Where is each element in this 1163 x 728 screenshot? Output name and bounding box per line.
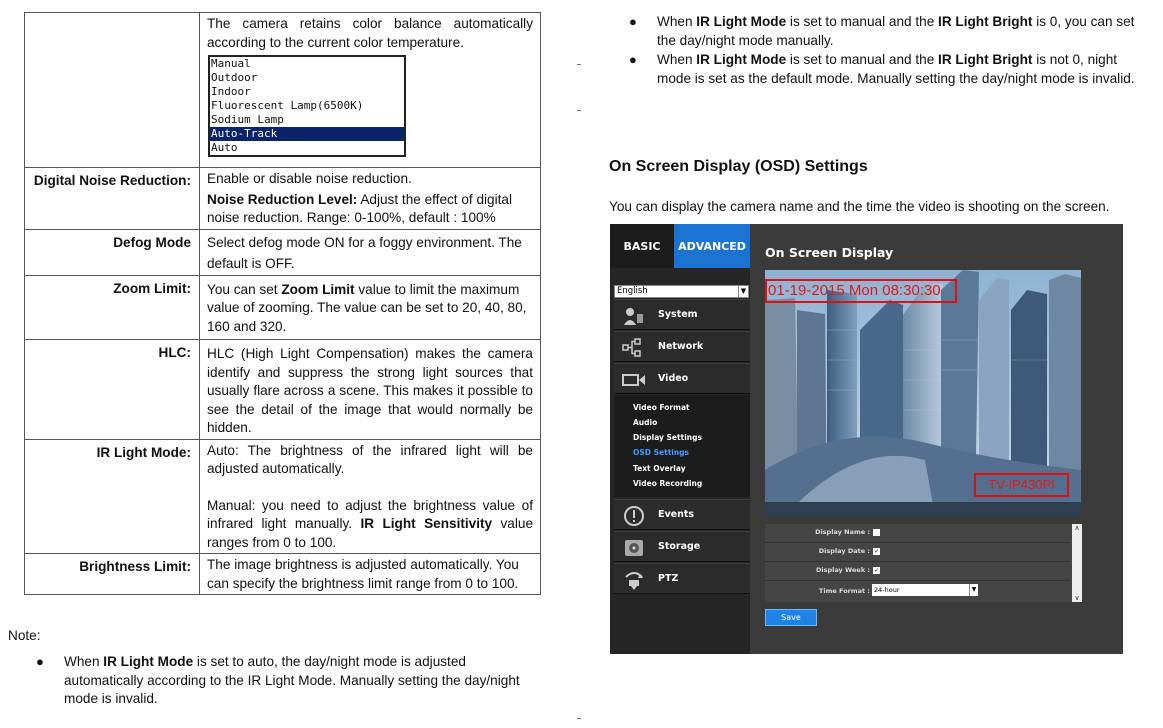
note-title: Note: (8, 628, 41, 643)
submenu-video-format[interactable]: Video Format (633, 403, 690, 412)
bullet-manual-nonzero: ● When IR Light Mode is set to manual and the IR Light Bright is not 0, night mode is set as the default mode. Manually setting the day/night mode is invalid. (629, 52, 1135, 86)
section-intro: You can display the camera name and the time the video is shooting on the screen. (609, 199, 1110, 214)
bullet-icon: ● (36, 654, 44, 669)
submenu-audio[interactable]: Audio (633, 418, 658, 427)
section-heading: On Screen Display (OSD) Settings (609, 158, 868, 175)
scroll-down-icon[interactable]: ∨ (1074, 594, 1080, 602)
white-balance-listbox[interactable] (208, 55, 406, 157)
camera-web-ui (610, 224, 1123, 654)
ir-sensitivity-bold: IR Light Sensitivity (360, 516, 493, 531)
menu-storage[interactable]: Storage (614, 531, 750, 562)
panel-title: On Screen Display (765, 245, 894, 260)
row-ir (25, 439, 541, 554)
page-divider-mark (577, 64, 581, 65)
zoom-desc-bold: Zoom Limit (281, 281, 355, 297)
dnr-desc: Enable or disable noise reduction. (207, 171, 412, 186)
bullet-icon: ● (629, 52, 637, 67)
ir-label: IR Light Mode: (25, 439, 200, 554)
time-format-row: Time Format : 24-hour ▼ (818, 586, 977, 595)
menu-events[interactable]: Events (614, 499, 750, 530)
ir-manual-post: value ranges from 0 to 100. (207, 516, 534, 550)
chevron-down-icon: ▼ (738, 286, 748, 297)
video-submenu (614, 395, 750, 497)
page-divider-mark (577, 718, 581, 719)
chevron-down-icon: ▼ (969, 584, 978, 596)
hlc-label: HLC: (25, 340, 200, 440)
language-value: English (617, 286, 648, 296)
parameter-table (24, 12, 541, 595)
zoom-desc-post: value to limit the maximum value of zooming. The value can be set to 20, 40, 80, 160 and 320. (207, 281, 527, 334)
display-name-row: Display Name : (765, 524, 1070, 543)
dnr-level-label: Noise Reduction Level: (207, 191, 358, 207)
video-preview (765, 270, 1081, 516)
zoom-label: Zoom Limit: (25, 275, 200, 340)
menu-video[interactable]: Video (614, 363, 750, 394)
row-zoom (25, 275, 541, 340)
wb-option[interactable]: Manual (211, 57, 251, 70)
settings-scrollbar[interactable] (1072, 524, 1082, 602)
dnr-level-desc: Adjust the effect of digital noise reduction. Range: 0-100%, default : 100% (207, 191, 512, 225)
dnr-label: Digital Noise Reduction: (25, 168, 200, 230)
submenu-display-settings[interactable]: Display Settings (633, 433, 702, 442)
ptz-icon (622, 569, 646, 590)
ir-manual-desc: Manual: you need to adjust the brightness value of infrared light manually. (207, 497, 533, 531)
bullet-icon: ● (629, 14, 637, 29)
display-date-checkbox[interactable]: ✓ (873, 548, 880, 555)
defog-label: Defog Mode (25, 229, 200, 275)
video-camera-icon (622, 369, 646, 390)
display-week-row: Display Week : ✓ (765, 562, 1070, 581)
brightness-label: Brightness Limit: (25, 554, 200, 595)
storage-icon (622, 537, 646, 558)
display-date-row: Display Date : ✓ (765, 543, 1070, 562)
wb-option-selected[interactable]: Auto-Track (210, 127, 404, 141)
page-divider-mark (577, 110, 581, 111)
wb-option[interactable]: Fluorescent Lamp(6500K) (211, 99, 364, 112)
osd-settings-form (765, 524, 1082, 602)
zoom-desc-pre: You can set (207, 281, 282, 297)
submenu-video-recording[interactable]: Video Recording (633, 479, 703, 488)
menu-ptz[interactable]: PTZ (614, 563, 750, 594)
display-week-checkbox[interactable]: ✓ (873, 567, 880, 574)
row-brightness (25, 554, 541, 595)
time-format-select[interactable]: 24-hour ▼ (874, 586, 977, 594)
osd-camera-name-overlay[interactable]: TV-IP430PI (974, 473, 1069, 497)
save-button[interactable]: Save (765, 609, 817, 626)
menu-system[interactable]: System (614, 299, 750, 330)
ir-auto-desc: Auto: The brightness of the infrared light will be adjusted automatically. (207, 442, 533, 476)
bullet-manual-zero: ● When IR Light Mode is set to manual and the IR Light Bright is 0, you can set the day/night mode manually. (629, 14, 1135, 48)
wb-option[interactable]: Sodium Lamp (211, 113, 284, 126)
row-dnr (25, 168, 541, 230)
menu-network[interactable]: Network (614, 331, 750, 362)
brightness-desc: The image brightness is adjusted automatically. You can specify the brightness limit range from 0 to 100. (200, 554, 541, 595)
wb-option[interactable]: Indoor (211, 85, 251, 98)
row-defog (25, 229, 541, 275)
scroll-up-icon[interactable]: ∧ (1074, 524, 1080, 532)
submenu-osd-settings[interactable]: OSD Settings (633, 448, 690, 457)
note-item: ● When IR Light Mode is set to auto, the day/night mode is adjusted automatically according to the IR Light Mode. Manually setting the day/night mode is invalid. (36, 654, 520, 706)
wb-option[interactable]: Auto (211, 141, 238, 154)
network-icon (622, 337, 646, 358)
system-icon (622, 305, 646, 326)
tab-basic[interactable]: BASIC (610, 224, 674, 268)
language-select[interactable] (614, 285, 749, 298)
tab-advanced[interactable]: ADVANCED (674, 224, 750, 268)
alert-icon (622, 505, 646, 526)
display-name-checkbox[interactable] (873, 529, 880, 536)
submenu-text-overlay[interactable]: Text Overlay (633, 464, 686, 473)
osd-timestamp-overlay[interactable]: 01-19-2015 Mon 08:30:30 (765, 279, 957, 303)
hlc-desc: HLC (High Light Compensation) makes the camera identify and suppress the strong light sources that usually flare across a scene. This makes it possible to see the detail of the image that would normally be hidden. (200, 340, 541, 440)
row-hlc (25, 340, 541, 440)
defog-desc: Select defog mode ON for a foggy environment. The default is OFF. (200, 229, 541, 275)
wb-option[interactable]: Outdoor (211, 71, 258, 84)
row-white-balance (25, 13, 541, 168)
white-balance-desc: The camera retains color balance automatically according to the current color temperature. (207, 16, 533, 50)
